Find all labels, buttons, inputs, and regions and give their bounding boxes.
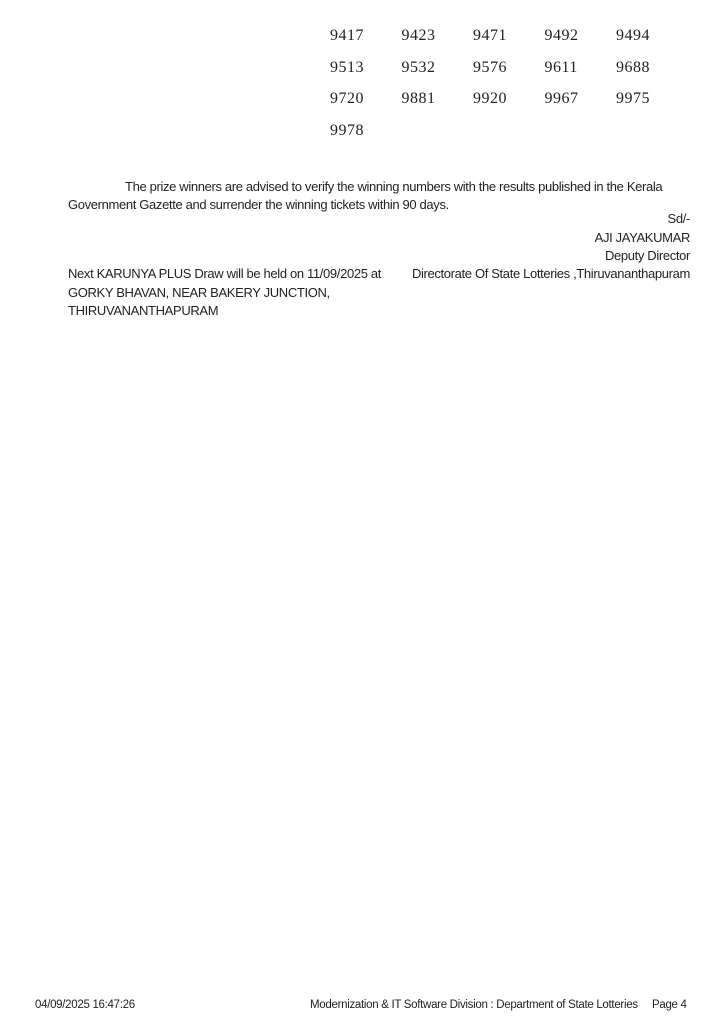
footer-timestamp: 04/09/2025 16:47:26 xyxy=(35,999,135,1011)
winning-number: 9881 xyxy=(401,90,436,107)
winning-number: 9532 xyxy=(401,58,436,76)
next-draw-line: GORKY BHAVAN, NEAR BAKERY JUNCTION, xyxy=(68,284,330,300)
signature-title: Deputy Director xyxy=(604,248,690,263)
winning-number: 9417 xyxy=(330,27,364,44)
winning-numbers-grid xyxy=(330,27,688,153)
advisory-line: The prize winners are advised to verify the winning numbers with the results published in the Kerala xyxy=(125,179,663,194)
winning-number: 9978 xyxy=(330,121,364,139)
signature-block xyxy=(595,210,690,266)
advisory-line: Government Gazette and surrender the winning tickets within 90 days. xyxy=(68,196,449,212)
footer-page-number: Page 4 xyxy=(652,999,687,1011)
winning-number: 9688 xyxy=(616,58,650,76)
winning-number: 9492 xyxy=(544,27,579,44)
winning-number: 9513 xyxy=(330,58,364,76)
advisory-paragraph xyxy=(68,178,694,213)
winning-number: 9423 xyxy=(401,27,436,44)
next-draw-notice xyxy=(68,265,381,321)
signature-org: Directorate Of State Lotteries ,Thiruvananthapuram xyxy=(411,266,690,281)
winning-number: 9494 xyxy=(616,27,650,44)
signature-sd: Sd/- xyxy=(667,211,690,226)
next-draw-row xyxy=(68,265,690,321)
next-draw-line: THIRUVANANTHAPURAM xyxy=(68,303,219,318)
winning-number: 9720 xyxy=(330,90,364,107)
page-footer xyxy=(0,999,724,1019)
winning-number: 9471 xyxy=(473,27,507,44)
winning-number: 9576 xyxy=(473,58,507,76)
signature-name: AJI JAYAKUMAR xyxy=(594,229,690,245)
next-draw-line: Next KARUNYA PLUS Draw will be held on 11/09/2025 at xyxy=(68,266,381,281)
footer-division: Modernization & IT Software Division : Department of State Lotteries xyxy=(310,999,638,1011)
winning-number: 9920 xyxy=(473,90,507,107)
winning-number: 9611 xyxy=(544,58,578,76)
winning-number: 9975 xyxy=(616,90,650,107)
winning-number: 9967 xyxy=(544,90,579,107)
